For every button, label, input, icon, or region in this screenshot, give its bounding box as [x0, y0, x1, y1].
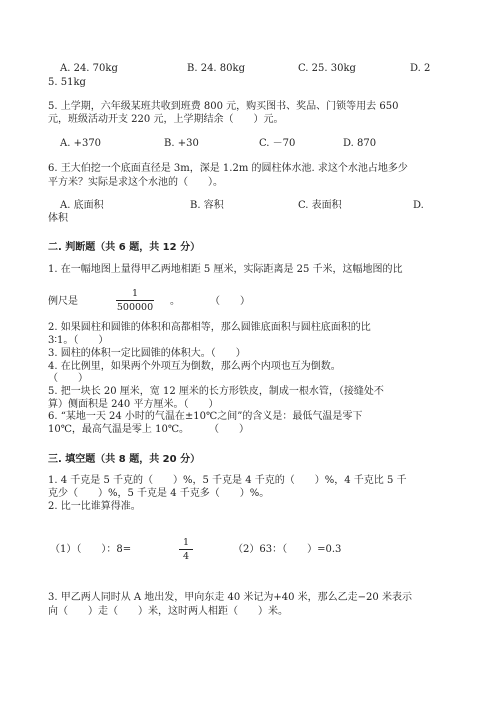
s3-q1-line1: 1. 4 千克是 5 千克的（ ）%，5 千克是 4 千克的（ ）%，4 千克比 5 千: [48, 475, 407, 486]
q6-option-b: B. 容积: [190, 200, 224, 211]
q5-stem-line2: 元，班级活动开支 220 元，上学期结余（ ）元。: [48, 114, 284, 125]
q4-option-b: B. 24. 80kg: [187, 63, 245, 74]
q6-stem-line1: 6. 王大伯挖一个底面直径是 3m，深是 1.2m 的圆柱体水池. 求这个水池占地多少: [48, 163, 408, 174]
s2-q1-fraction: [116, 288, 154, 313]
s2-q1-prefix: 例尺是: [48, 296, 78, 307]
q4-option-c: C. 25. 30kg: [298, 63, 356, 74]
q5-option-a: A. +370: [60, 138, 102, 149]
s2-q1-line1: 1. 在一幅地图上量得甲乙两地相距 5 厘米，实际距离是 25 千米，这幅地图的比: [48, 264, 403, 275]
s3-q2-line1: 2. 比一比谁算得准。: [48, 501, 141, 512]
s3-q3-line1: 3. 甲乙两人同时从 A 地出发，甲向东走 40 米记为+40 米，那么乙走−20 米表示: [48, 592, 412, 603]
fraction-bar: [116, 300, 154, 301]
s2-q6-line2: 10℃，最高气温是零上 10℃。 （ ）: [48, 424, 250, 435]
fraction-numerator: 1: [131, 288, 139, 299]
q6-option-a: A. 底面积: [60, 200, 104, 211]
s2-q2-line1: 2. 如果圆柱和圆锥的体积和高都相等，那么圆锥底面积与圆柱底面积的比: [48, 322, 371, 333]
s3-q2-part2: （2）63：（ ）=0.3: [233, 544, 342, 555]
q4-option-d: D. 2: [410, 63, 431, 74]
q5-option-b: B. +30: [164, 138, 199, 149]
s3-q2-part1: （1）（ ）：8=: [50, 544, 132, 555]
section-title-fill-in: 三. 填空题（共 8 题，共 20 分）: [48, 454, 201, 465]
fraction-denominator: 4: [182, 551, 190, 562]
fraction-denominator: 500000: [116, 302, 154, 313]
fraction-bar: [179, 549, 193, 550]
s3-q2-fraction: [179, 537, 193, 562]
q4-option-d-cont: 5. 51kg: [48, 77, 86, 88]
s2-q3: 3. 圆柱的体积一定比圆锥的体积大。（ ）: [48, 348, 246, 359]
s2-q5-line2: 算）侧面积是 240 平方厘米。（ ）: [48, 399, 219, 410]
s3-q1-line2: 克少（ ）%，5 千克是 4 千克多（ ）%。: [48, 488, 270, 499]
q5-option-d: D. 870: [343, 138, 377, 149]
s2-q4-cont: （ ）: [48, 373, 88, 384]
s2-q5-line1: 5. 把一块长 20 厘米，宽 12 厘米的长方形铁皮，制成一根水管，（接缝处不: [48, 386, 384, 397]
q5-option-c: C. －70: [259, 138, 296, 149]
s2-q6-line1: 6. “某地一天 24 小时的气温在±10℃之间”的含义是：最低气温是零下: [48, 411, 363, 422]
q4-option-a: A. 24. 70kg: [60, 63, 118, 74]
s2-q2-line2: 3∶1。（ ）: [48, 335, 109, 346]
s2-q4: 4. 在比例里，如果两个外项互为倒数，那么两个内项也互为倒数。: [48, 361, 341, 372]
q6-stem-line2: 平方米？实际是求这个水池的（ ）。: [48, 177, 223, 188]
q6-option-d-cont: 体积: [48, 213, 68, 224]
q5-stem-line1: 5. 上学期，六年级某班共收到班费 800 元，购买图书、奖品、门锁等用去 650: [48, 101, 399, 112]
q6-option-d: D.: [413, 200, 424, 211]
s3-q3-line2: 向（ ）走（ ）米，这时两人相距（ ）米。: [48, 606, 288, 617]
section-title-judgement: 二. 判断题（共 6 题，共 12 分）: [48, 242, 201, 253]
s2-q1-suffix: 。 （ ）: [170, 296, 250, 307]
fraction-numerator: 1: [182, 537, 190, 548]
q6-option-c: C. 表面积: [298, 200, 342, 211]
